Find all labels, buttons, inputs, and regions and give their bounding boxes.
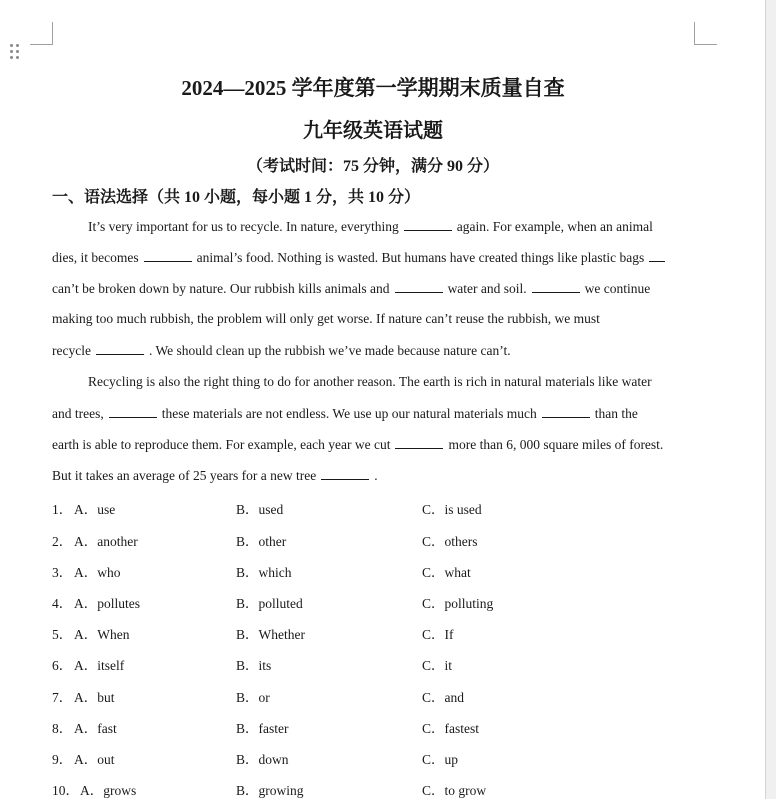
option-c: C．to grow [422,783,487,798]
passage-text: we continue [584,281,651,296]
passage-text: and trees, [52,406,104,421]
answer-blank-3 [649,249,665,262]
option-b: B．or [236,690,270,705]
passage-line [52,249,670,266]
passage-text: recycle [52,343,91,358]
question-number: 7． [52,690,73,705]
option-b: B．its [236,658,272,673]
option-a: A．out [74,752,115,767]
answer-blank-10 [321,467,369,480]
passage-text: earth is able to reproduce them. For example, each year we cut [52,437,391,452]
answer-blank-4 [395,280,443,293]
exam-subtitle: 九年级英语试题 [303,120,443,142]
option-b: B．growing [236,783,304,798]
option-b: B．used [236,502,284,517]
question-number: 5． [52,627,73,642]
option-a: A．fast [74,721,117,736]
option-c: C．is used [422,502,482,517]
passage-text: more than 6, 000 square miles of forest. [448,437,664,452]
page-margin-corner-top-right [694,22,717,45]
passage-text: But it takes an average of 25 years for a new tree [52,468,317,483]
option-a: A．but [74,690,115,705]
answer-blank-1 [404,218,452,231]
passage-text: animal’s food. Nothing is wasted. But humans have created things like plastic bags [196,250,645,265]
passage-text: . [374,468,378,483]
passage-text: . We should clean up the rubbish we’ve made because nature can’t. [148,343,511,358]
option-b: B．polluted [236,596,303,611]
option-c: C．fastest [422,721,479,736]
option-a: A．grows [80,783,137,798]
passage-text: again. For example, when an animal [456,219,653,234]
passage-line [52,405,638,422]
answer-blank-6 [96,342,144,355]
answer-blank-9 [395,436,443,449]
option-b: B．down [236,752,289,767]
passage-line: Recycling is also the right thing to do for another reason. The earth is rich in natural materials like water [88,374,652,389]
question-number: 3． [52,565,73,580]
passage-text: dies, it becomes [52,250,139,265]
passage-text: than the [594,406,638,421]
question-number: 8． [52,721,73,736]
exam-title: 2024—2025 学年度第一学期期末质量自查 [181,76,565,100]
option-c: C．others [422,534,478,549]
question-number: 9． [52,752,73,767]
passage-line: making too much rubbish, the problem will only get worse. If nature can’t reuse the rubbish, we must [52,311,600,326]
option-c: C．it [422,658,453,673]
question-number: 1． [52,502,73,517]
passage-text: these materials are not endless. We use up our natural materials much [161,406,537,421]
passage-line [88,218,653,235]
question-number: 10． [52,783,79,798]
option-a: A．use [74,502,116,517]
option-c: C．and [422,690,464,705]
option-a: A．itself [74,658,125,673]
exam-info: （考试时间：75 分钟，满分 90 分） [246,158,499,175]
question-number: 4． [52,596,73,611]
question-number: 2． [52,534,73,549]
window-scroll-edge[interactable] [765,0,776,799]
answer-blank-5 [532,280,580,293]
option-a: A．another [74,534,138,549]
passage-line [52,280,650,297]
option-c: C．polluting [422,596,494,611]
option-b: B．which [236,565,292,580]
drag-handle-icon[interactable] [10,44,20,60]
page-margin-corner-top-left [30,22,53,45]
option-b: B．other [236,534,287,549]
passage-line [52,436,663,453]
option-a: A．When [74,627,130,642]
passage-line [52,467,378,484]
option-c: C．up [422,752,459,767]
option-a: A．pollutes [74,596,140,611]
passage-text: water and soil. [447,281,527,296]
option-c: C．what [422,565,471,580]
option-b: B．faster [236,721,289,736]
answer-blank-7 [109,405,157,418]
answer-blank-8 [542,405,590,418]
question-number: 6． [52,658,73,673]
passage-text: can’t be broken down by nature. Our rubbish kills animals and [52,281,390,296]
passage-text: It’s very important for us to recycle. In nature, everything [88,219,399,234]
passage-line [52,342,511,359]
answer-blank-2 [144,249,192,262]
option-c: C．If [422,627,454,642]
option-b: B．Whether [236,627,305,642]
section-heading: 一、语法选择（共 10 小题，每小题 1 分，共 10 分） [52,189,421,206]
option-a: A．who [74,565,121,580]
